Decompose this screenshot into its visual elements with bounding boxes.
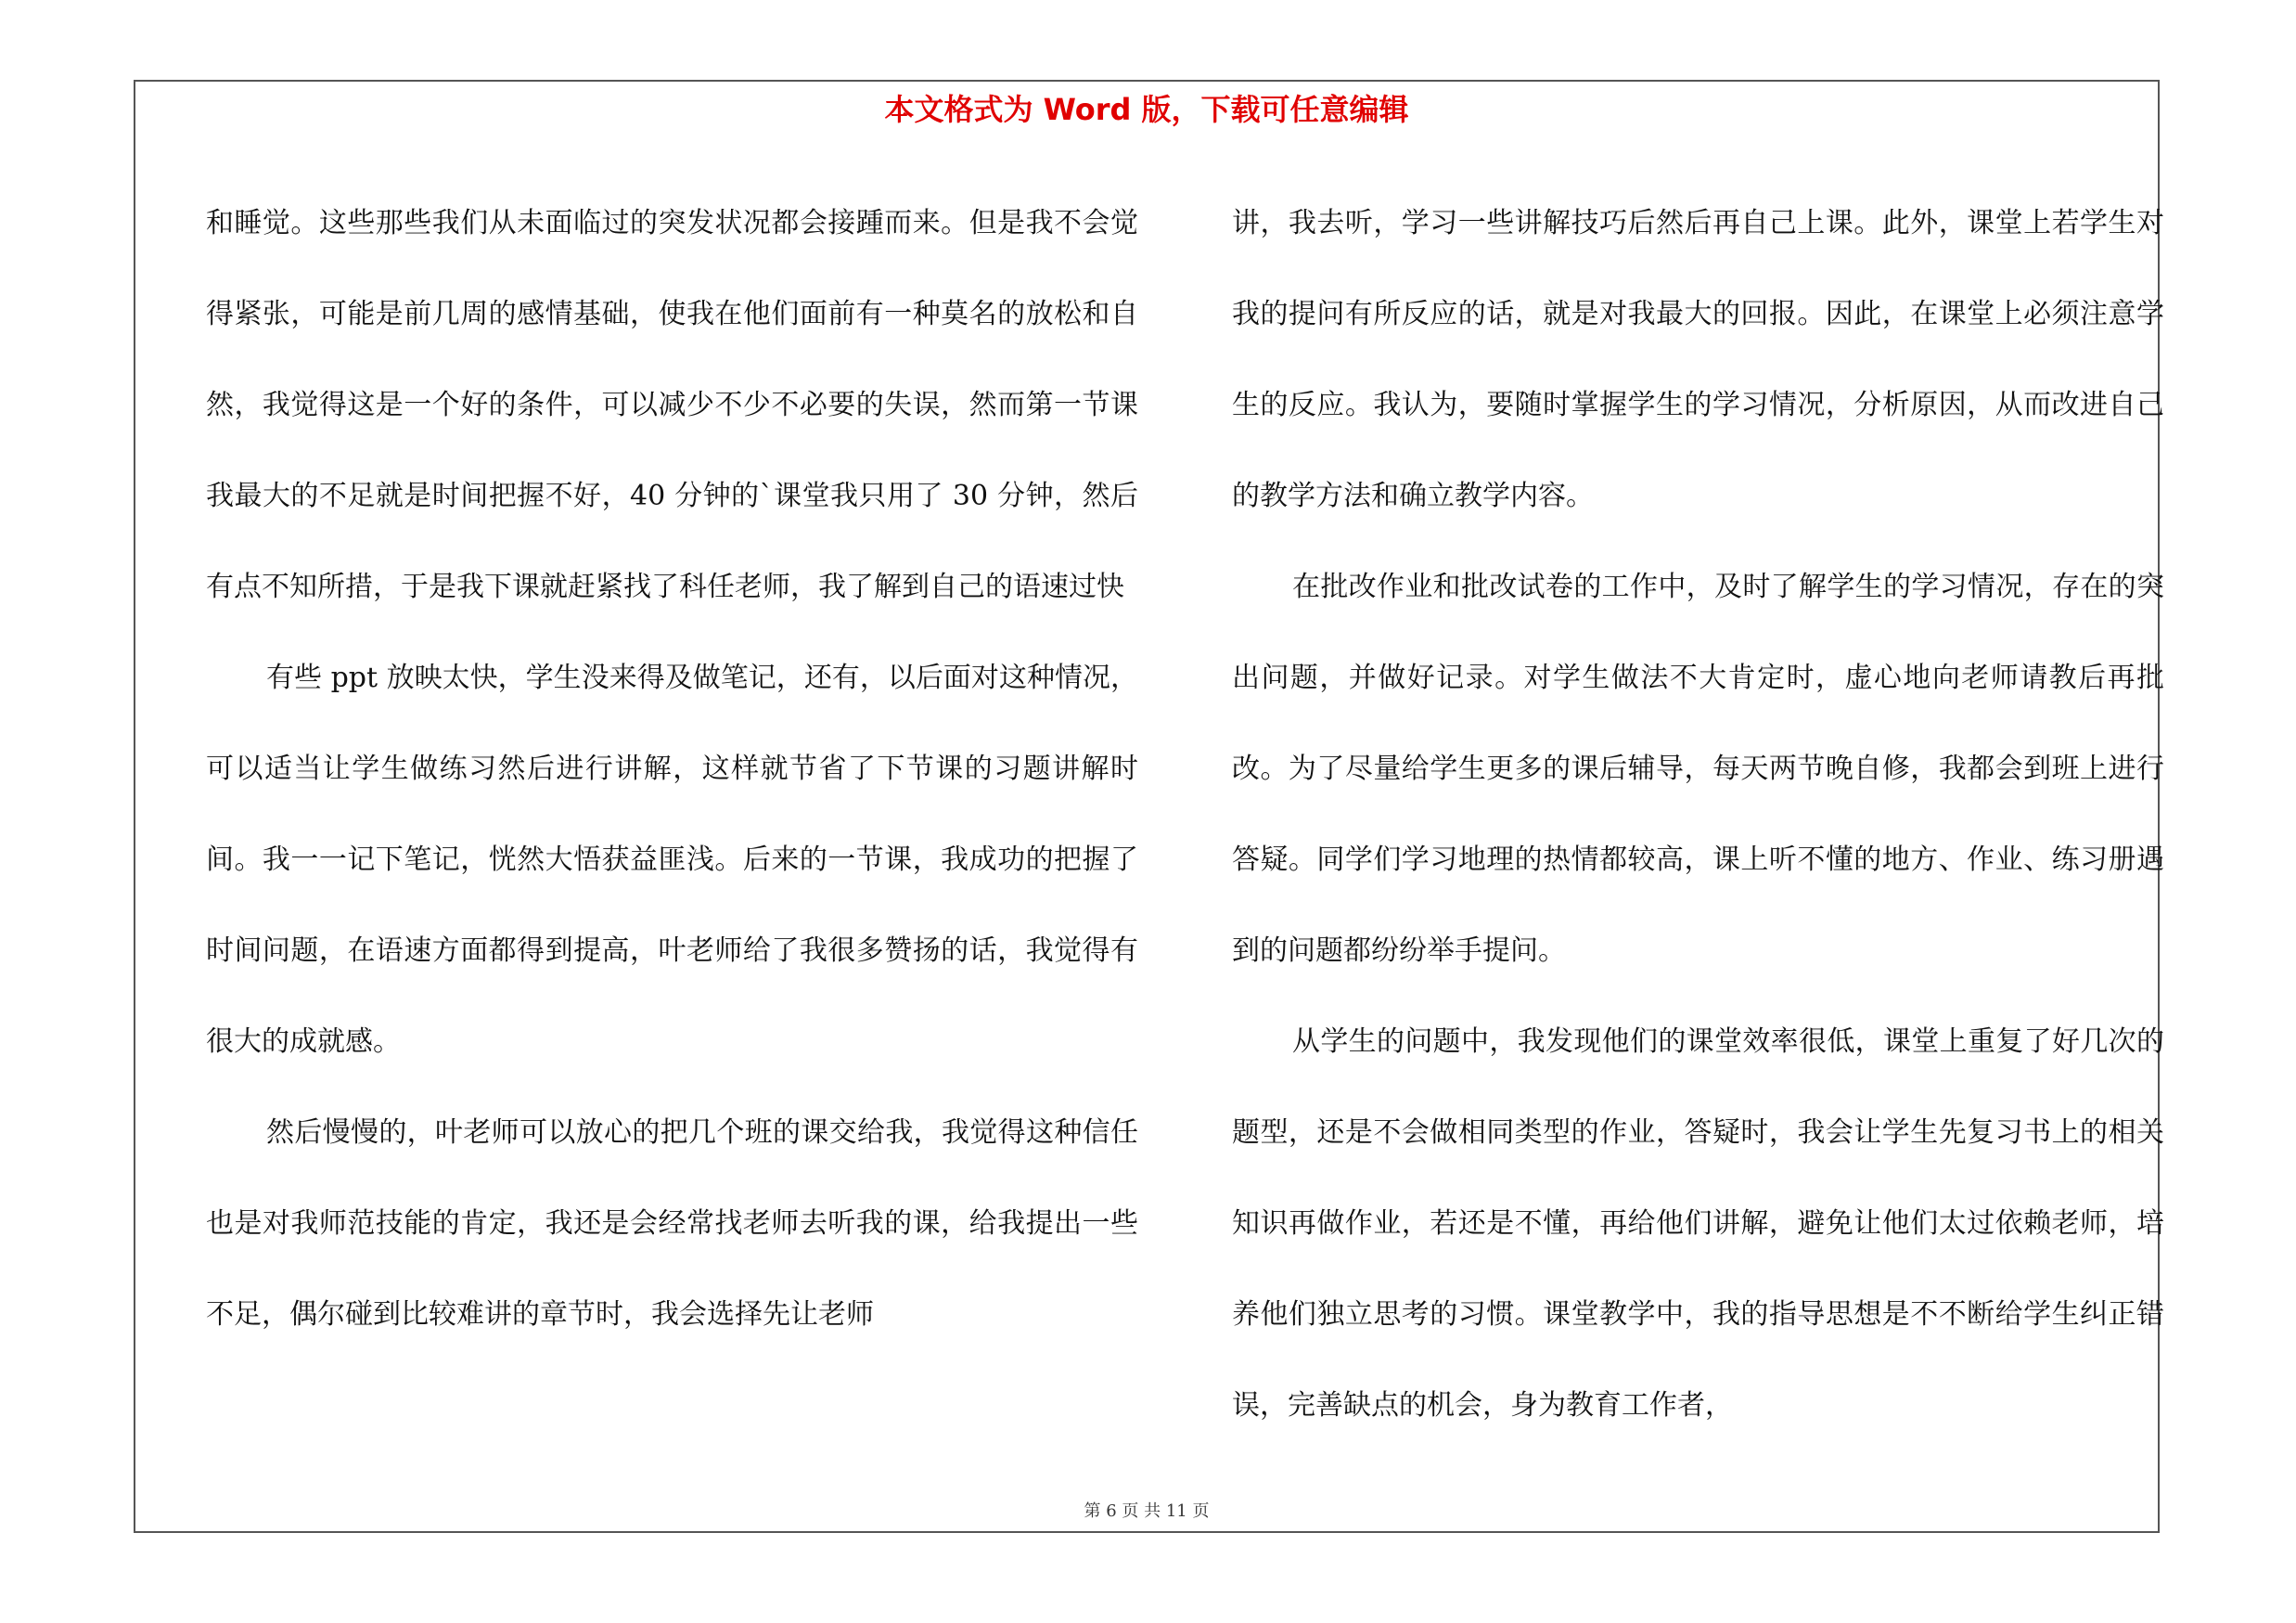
paragraph: 有些 ppt 放映太快，学生没来得及做笔记，还有，以后面对这种情况，可以适当让学生做练习然后进行讲解，这样就节省了下节课的习题讲解时间。我一一记下笔记，恍然大悟获益匪浅。后来的一节课，我成功的把握了时间问题，在语速方面都得到提高，叶老师给了我很多赞扬的话，我觉得有很大的成就感。 — [206, 662, 1138, 1058]
right-column — [1232, 178, 2164, 1451]
header-title: 本文格式为 Word 版，下载可任意编辑 — [884, 92, 1409, 127]
paragraph: 在批改作业和批改试卷的工作中，及时了解学生的学习情况，存在的突出问题，并做好记录。对学生做法不大肯定时，虚心地向老师请教后再批改。为了尽量给学生更多的课后辅导，每天两节晚自修，我都会到班上进行答疑。同学们学习地理的热情都较高，课上听不懂的地方、作业、练习册遇到的问题都纷纷举手提问。 — [1232, 571, 2164, 967]
page-number-footer: 第 6 页 共 11 页 — [1084, 1501, 1210, 1521]
paragraph: 从学生的问题中，我发现他们的课堂效率很低，课堂上重复了好几次的题型，还是不会做相同类型的作业，答疑时，我会让学生先复习书上的相关知识再做作业，若还是不懂，再给他们讲解，避免让他们太过依赖老师，培养他们独立思考的习惯。课堂教学中，我的指导思想是不不断给学生纠正错误，完善缺点的机会，身为教育工作者， — [1232, 1025, 2164, 1422]
paragraph: 和睡觉。这些那些我们从未面临过的突发状况都会接踵而来。但是我不会觉得紧张，可能是前几周的感情基础，使我在他们面前有一种莫名的放松和自然，我觉得这是一个好的条件，可以减少不少不必要的失误，然而第一节课我最大的不足就是时间把握不好，40 分钟的`课堂我只用了 30 分钟，然后有点不知所措，于是我下课就赶紧找了科任老师，我了解到自己的语速过快 — [206, 207, 1138, 603]
document-page — [134, 80, 2164, 1533]
paragraph: 然后慢慢的，叶老师可以放心的把几个班的课交给我，我觉得这种信任也是对我师范技能的肯定，我还是会经常找老师去听我的课，给我提出一些不足，偶尔碰到比较难讲的章节时，我会选择先让老师 — [206, 1116, 1138, 1331]
left-column — [206, 178, 1138, 1360]
paragraph: 讲，我去听，学习一些讲解技巧后然后再自己上课。此外，课堂上若学生对我的提问有所反应的话，就是对我最大的回报。因此，在课堂上必须注意学生的反应。我认为，要随时掌握学生的学习情况，分析原因，从而改进自己的教学方法和确立教学内容。 — [1232, 207, 2164, 512]
